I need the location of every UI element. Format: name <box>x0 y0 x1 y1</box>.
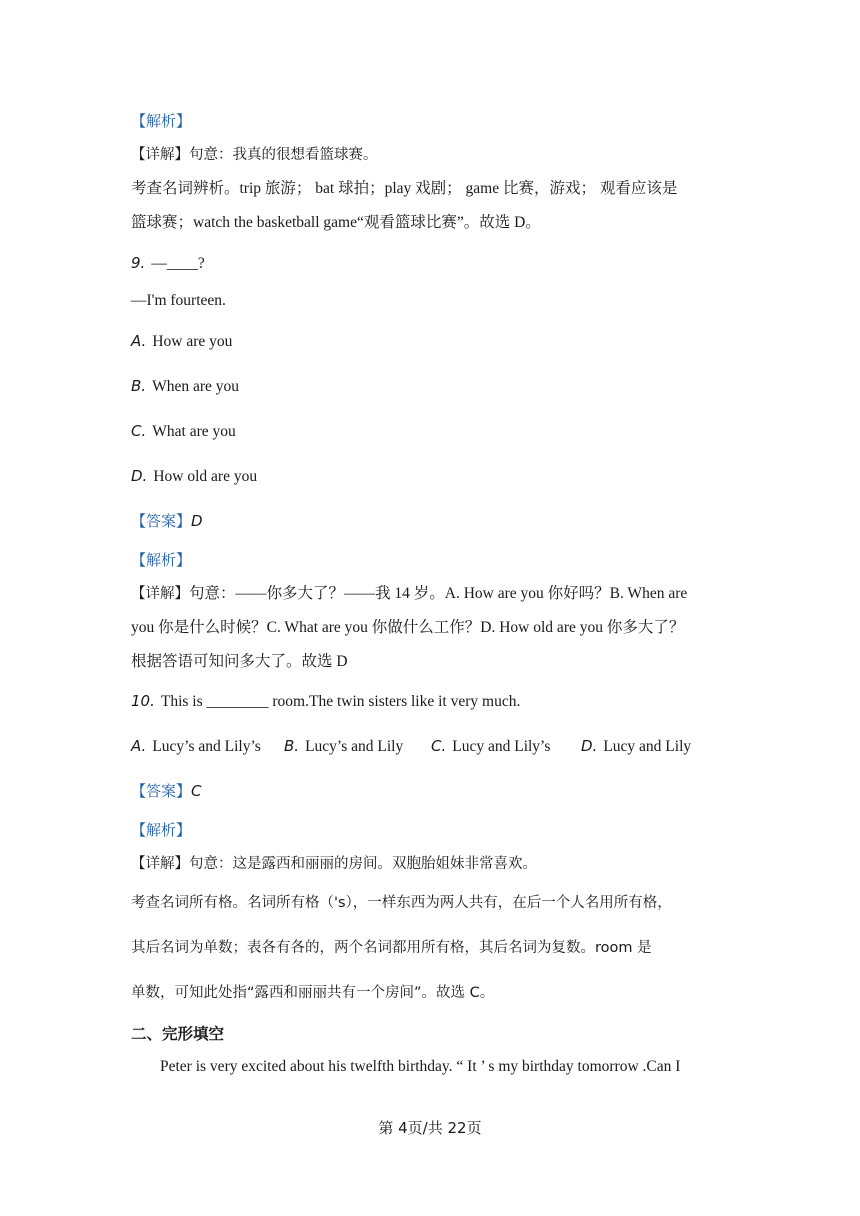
q8-line3: 篮球赛；watch the basketball game“观看篮球比赛”。故选 D。 <box>131 214 541 231</box>
q9-answer-label: 【答案】 <box>131 512 192 530</box>
section2-heading: 二、完形填空 <box>131 1025 225 1043</box>
q9-detail-label: 【详解】 <box>131 586 189 602</box>
q8-line2: 考查名词辨析。trip 旅游； bat 球拍；play 戏剧； game 比赛，游戏； 观看应该是 <box>131 180 678 197</box>
q10-jiexi-label: 【解析】 <box>131 821 192 839</box>
q10-line3: 其后名词为单数；表各有各的，两个名词都用所有格，其后名词为复数。room 是 <box>131 940 652 956</box>
q10-options <box>131 736 691 757</box>
q8-jiexi-label: 【解析】 <box>131 112 192 130</box>
q10-option-b: B. Lucy’s and Lily <box>284 737 404 755</box>
q9-option-a: A. How are you <box>131 332 233 350</box>
q10-answer <box>131 781 202 802</box>
q10-detail-label: 【详解】 <box>131 856 189 872</box>
q10-option-a: A. Lucy’s and Lily’s <box>131 737 261 755</box>
q9-stem <box>131 253 205 274</box>
q10-stem-text: This is ________ room.The twin sisters like it very much. <box>160 693 521 710</box>
q8-detail <box>131 145 378 165</box>
q9-reply: —I'm fourteen. <box>131 292 226 309</box>
q10-option-d: D. Lucy and Lily <box>581 737 692 755</box>
q9-detail-2: you 你是什么时候？C. What are you 你做什么工作？D. How old are you 你多大了？ <box>131 619 685 636</box>
q8-detail-text: 句意：我真的很想看篮球赛。 <box>189 147 378 163</box>
q10-stem <box>131 691 520 712</box>
q10-option-c: C. Lucy and Lily’s <box>431 737 551 755</box>
q10-line2: 考查名词所有格。名词所有格（'s），一样东西为两人共有，在后一个人名用所有格， <box>131 895 672 911</box>
q9-answer-value: D <box>191 512 203 530</box>
q9-option-b: B. When are you <box>131 377 239 395</box>
q10-answer-label: 【答案】 <box>131 782 192 800</box>
q10-detail-text: 句意：这是露西和丽丽的房间。双胞胎姐妹非常喜欢。 <box>189 856 537 872</box>
q9-option-c: C. What are you <box>131 422 236 440</box>
q9-answer <box>131 511 203 532</box>
section2-passage-line1: Peter is very excited about his twelfth birthday. “ It ’ s my birthday tomorrow .Can I <box>160 1058 681 1075</box>
page-footer: 第 4页/共 22页 <box>378 1119 482 1137</box>
q9-number: 9. <box>131 254 146 272</box>
q10-answer-value: C <box>191 782 202 800</box>
q8-detail-label: 【详解】 <box>131 147 189 163</box>
q9-detail-text: 句意：——你多大了？——我 14 岁。A. How are you 你好吗？B. When are <box>189 585 688 602</box>
q9-stem-text: —____? <box>151 255 205 272</box>
q9-detail-1 <box>131 584 687 604</box>
q9-jiexi-label: 【解析】 <box>131 551 192 569</box>
q9-option-d: D. How old are you <box>131 467 258 485</box>
q10-number: 10. <box>131 692 155 710</box>
q9-detail-3: 根据答语可知问多大了。故选 D <box>131 653 348 670</box>
q10-detail <box>131 854 537 874</box>
q10-line4: 单数，可知此处指“露西和丽丽共有一个房间”。故选 C。 <box>131 985 495 1001</box>
